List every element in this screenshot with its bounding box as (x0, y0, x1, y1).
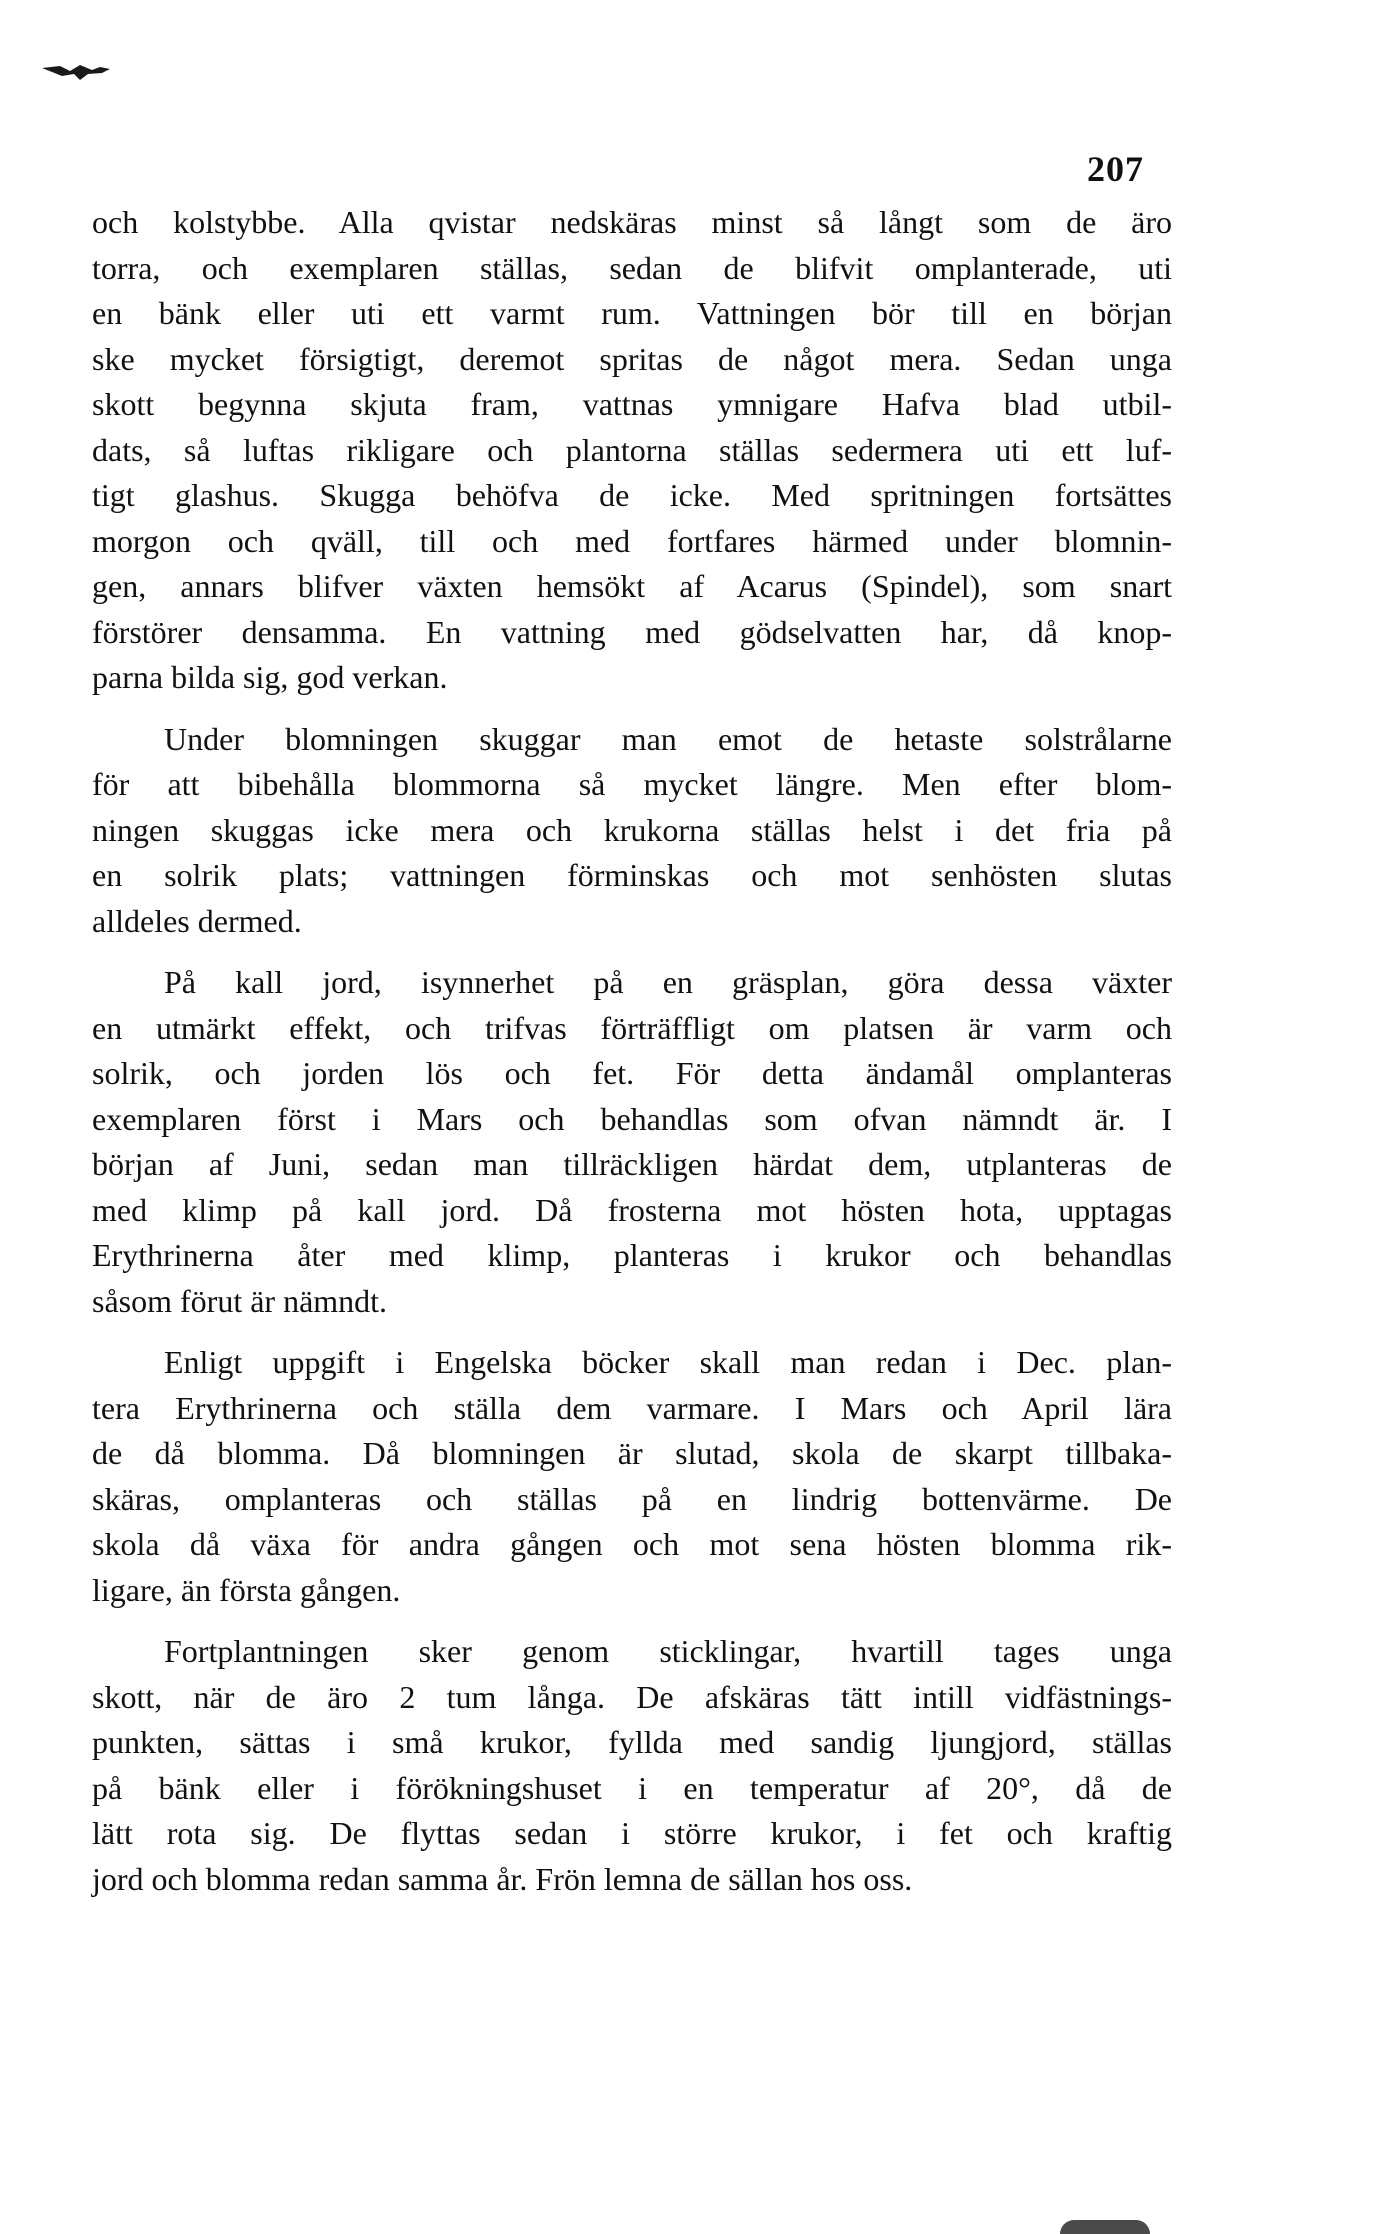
paragraph (92, 1340, 1172, 1613)
text-line: jord och blomma redan samma år. Frön lemna de sällan hos oss. (92, 1860, 913, 1897)
text-line: dats, så luftas rikligare och plantorna ställas sedermera uti ett luf- (92, 431, 1172, 468)
text-line: med klimp på kall jord. Då frosterna mot hösten hota, upptagas (92, 1191, 1172, 1228)
page-number: 207 (1087, 149, 1144, 189)
text-line: Under blomningen skuggar man emot de hetaste solstrålarne (164, 720, 1172, 757)
text-line: på bänk eller i förökningshuset i en temperatur af 20°, då de (92, 1769, 1172, 1806)
text-line: ningen skuggas icke mera och krukorna ställas helst i det fria på (92, 811, 1172, 848)
text-line: tigt glashus. Skugga behöfva de icke. Med spritningen fortsättes (92, 477, 1172, 513)
text-line: ligare, än första gången. (92, 1571, 401, 1608)
text-line: en bänk eller uti ett varmt rum. Vattningen bör till en början (92, 295, 1172, 331)
text-line: skäras, omplanteras och ställas på en lindrig bottenvärme. De (92, 1480, 1172, 1517)
text-line: de då blomma. Då blomningen är slutad, skola de skarpt tillbaka- (92, 1435, 1172, 1471)
paragraph (92, 717, 1172, 945)
text-line: exemplaren först i Mars och behandlas som ofvan nämndt är. I (92, 1100, 1172, 1137)
text-line: torra, och exemplaren ställas, sedan de blifvit omplanterade, uti (92, 249, 1172, 286)
text-line: lätt rota sig. De flyttas sedan i större krukor, i fet och kraftig (92, 1815, 1172, 1851)
text-line: för att bibehålla blommorna så mycket längre. Men efter blom- (92, 766, 1172, 802)
text-line: På kall jord, isynnerhet på en gräsplan, göra dessa växter (164, 964, 1172, 1000)
text-line: punkten, sättas i små krukor, fyllda med sandig ljungjord, ställas (92, 1724, 1172, 1760)
text-line: gen, annars blifver växten hemsökt af Acarus (Spindel), som snart (92, 568, 1172, 604)
text-line: morgon och qväll, till och med fortfares härmed under blomnin- (92, 522, 1172, 559)
text-line: ske mycket försigtigt, deremot spritas de något mera. Sedan unga (92, 340, 1172, 377)
text-line: förstörer densamma. En vattning med gödselvatten har, då knop- (92, 613, 1172, 650)
text-line: Erythrinerna åter med klimp, planteras i krukor och behandlas (92, 1237, 1172, 1273)
text-line: Enligt uppgift i Engelska böcker skall man redan i Dec. plan- (164, 1344, 1172, 1380)
text-line: skola då växa för andra gången och mot sena hösten blomma rik- (92, 1526, 1172, 1562)
paragraph (92, 200, 1172, 701)
paragraph (92, 1629, 1172, 1902)
ink-mark-icon (40, 62, 112, 84)
scan-smudge (1060, 2220, 1150, 2234)
text-line: början af Juni, sedan man tillräckligen härdat dem, utplanteras de (92, 1146, 1172, 1182)
text-line: skott, när de äro 2 tum långa. De afskäras tätt intill vidfästnings- (92, 1678, 1172, 1715)
text-line: skott begynna skjuta fram, vattnas ymnigare Hafva blad utbil- (92, 386, 1172, 422)
text-line: parna bilda sig, god verkan. (92, 659, 448, 695)
paragraph (92, 960, 1172, 1324)
text-line: tera Erythrinerna och ställa dem varmare. I Mars och April lära (92, 1389, 1172, 1426)
body-text (92, 200, 1172, 1918)
text-line: solrik, och jorden lös och fet. För detta ändamål omplanteras (92, 1055, 1172, 1091)
text-line: Fortplantningen sker genom sticklingar, hvartill tages unga (164, 1633, 1172, 1669)
text-line: en solrik plats; vattningen förminskas och mot senhösten slutas (92, 857, 1172, 893)
text-line: såsom förut är nämndt. (92, 1282, 388, 1319)
text-line: och kolstybbe. Alla qvistar nedskäras minst så långt som de äro (92, 204, 1172, 240)
text-line: alldeles dermed. (92, 902, 302, 939)
text-line: en utmärkt effekt, och trifvas förträffligt om platsen är varm och (92, 1009, 1172, 1046)
